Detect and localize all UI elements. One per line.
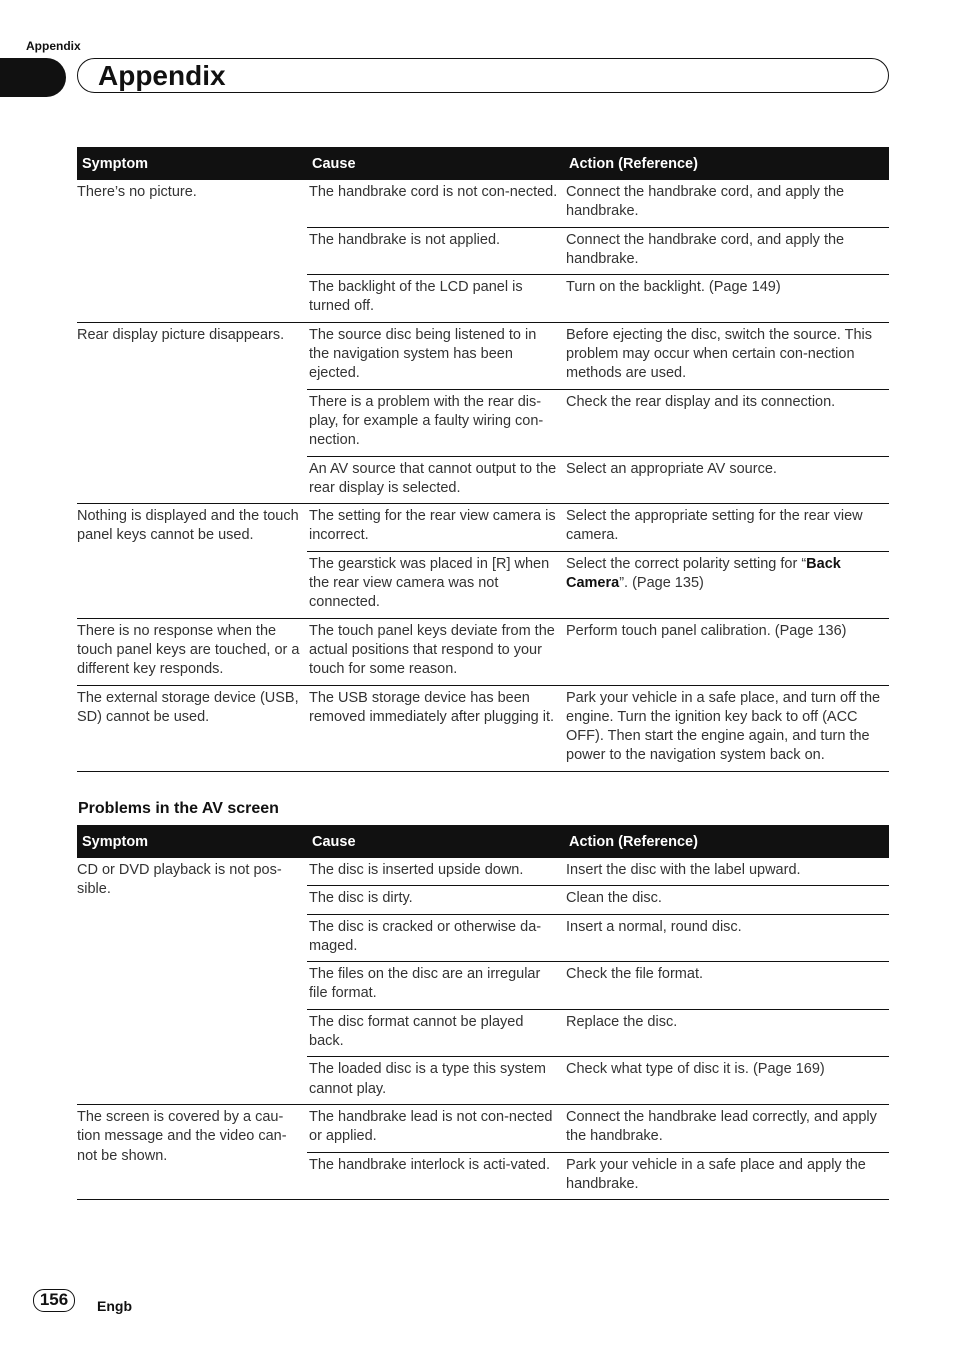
- table-row: [77, 322, 889, 389]
- table-row: [77, 685, 889, 771]
- cause-cell: The disc format cannot be played back.: [307, 1009, 564, 1057]
- page-number: 156: [33, 1289, 75, 1312]
- cause-cell: The disc is inserted upside down.: [307, 858, 564, 886]
- symptom-cell: The screen is covered by a cau-tion message and the video can-not be shown.: [77, 1104, 307, 1199]
- table-row: [77, 180, 889, 227]
- action-cell: Select an appropriate AV source.: [564, 456, 889, 504]
- cause-cell: The handbrake lead is not con-nected or applied.: [307, 1104, 564, 1152]
- cause-cell: The files on the disc are an irregular file format.: [307, 962, 564, 1010]
- table-row: [77, 618, 889, 685]
- action-cell: Check the file format.: [564, 962, 889, 1010]
- action-cell: Insert the disc with the label upward.: [564, 858, 889, 886]
- cause-cell: The setting for the rear view camera is incorrect.: [307, 504, 564, 552]
- action-cell: Connect the handbrake lead correctly, and apply the handbrake.: [564, 1104, 889, 1152]
- cause-cell: The handbrake interlock is acti-vated.: [307, 1152, 564, 1200]
- setting-name: Back Camera: [566, 555, 841, 592]
- cause-cell: The USB storage device has been removed immediately after plugging it.: [307, 685, 564, 771]
- action-cell: Park your vehicle in a safe place, and turn off the engine. Turn the ignition key back to off (ACC OFF). Then start the engine again, and turn the power to the navigation system back on.: [564, 685, 889, 771]
- action-cell: Connect the handbrake cord, and apply the handbrake.: [564, 180, 889, 227]
- cause-header: Cause: [307, 147, 564, 180]
- symptom-cell: CD or DVD playback is not pos-sible.: [77, 858, 307, 1104]
- action-cell: Check what type of disc it is. (Page 169): [564, 1057, 889, 1105]
- cause-cell: The handbrake is not applied.: [307, 227, 564, 275]
- action-header: Action (Reference): [564, 825, 889, 858]
- table-header-row: [77, 147, 889, 180]
- cause-cell: The source disc being listened to in the navigation system has been ejected.: [307, 322, 564, 389]
- cause-cell: The loaded disc is a type this system cannot play.: [307, 1057, 564, 1105]
- action-header: Action (Reference): [564, 147, 889, 180]
- cause-cell: There is a problem with the rear dis-play, for example a faulty wiring con-nection.: [307, 389, 564, 456]
- cause-cell: The touch panel keys deviate from the actual positions that respond to your touch for some reason.: [307, 618, 564, 685]
- action-cell: Check the rear display and its connection.: [564, 389, 889, 456]
- table-row: [77, 1104, 889, 1152]
- table-body: [77, 858, 889, 1200]
- action-cell: Select the appropriate setting for the rear view camera.: [564, 504, 889, 552]
- title-bar: [77, 58, 889, 93]
- action-cell: Insert a normal, round disc.: [564, 914, 889, 962]
- cause-cell: An AV source that cannot output to the rear display is selected.: [307, 456, 564, 504]
- page-title: Appendix: [98, 60, 226, 91]
- action-cell: Replace the disc.: [564, 1009, 889, 1057]
- symptom-cell: Nothing is displayed and the touch panel keys cannot be used.: [77, 504, 307, 618]
- action-cell: Clean the disc.: [564, 886, 889, 914]
- symptom-header: Symptom: [77, 147, 307, 180]
- cause-cell: The disc is cracked or otherwise da-maged.: [307, 914, 564, 962]
- cause-cell: The disc is dirty.: [307, 886, 564, 914]
- troubleshooting-table: [77, 147, 889, 772]
- title-tab-marker: [0, 58, 66, 97]
- action-cell: Before ejecting the disc, switch the source. This problem may occur when certain con-nection methods are used.: [564, 322, 889, 389]
- action-cell: Connect the handbrake cord, and apply the handbrake.: [564, 227, 889, 275]
- action-cell: Perform touch panel calibration. (Page 136): [564, 618, 889, 685]
- language-code: Engb: [97, 1298, 132, 1314]
- running-head: Appendix: [26, 39, 81, 53]
- cause-cell: The gearstick was placed in [R] when the rear view camera was not connected.: [307, 551, 564, 618]
- av-screen-problems-table: [77, 825, 889, 1200]
- action-text: ”. (Page 135): [619, 575, 704, 592]
- symptom-cell: There’s no picture.: [77, 180, 307, 322]
- symptom-cell: There is no response when the touch panel keys are touched, or a different key responds.: [77, 618, 307, 685]
- symptom-cell: The external storage device (USB, SD) cannot be used.: [77, 685, 307, 771]
- section-heading: Problems in the AV screen: [78, 800, 279, 817]
- table-body: [77, 180, 889, 771]
- cause-header: Cause: [307, 825, 564, 858]
- symptom-cell: Rear display picture disappears.: [77, 322, 307, 503]
- table-row: [77, 504, 889, 552]
- action-cell: Park your vehicle in a safe place and apply the handbrake.: [564, 1152, 889, 1200]
- action-text: Select the correct polarity setting for “: [566, 555, 807, 572]
- cause-cell: The handbrake cord is not con-nected.: [307, 180, 564, 227]
- action-cell: [564, 551, 889, 618]
- table-row: [77, 858, 889, 886]
- symptom-header: Symptom: [77, 825, 307, 858]
- cause-cell: The backlight of the LCD panel is turned off.: [307, 275, 564, 323]
- action-cell: Turn on the backlight. (Page 149): [564, 275, 889, 323]
- table-header-row: [77, 825, 889, 858]
